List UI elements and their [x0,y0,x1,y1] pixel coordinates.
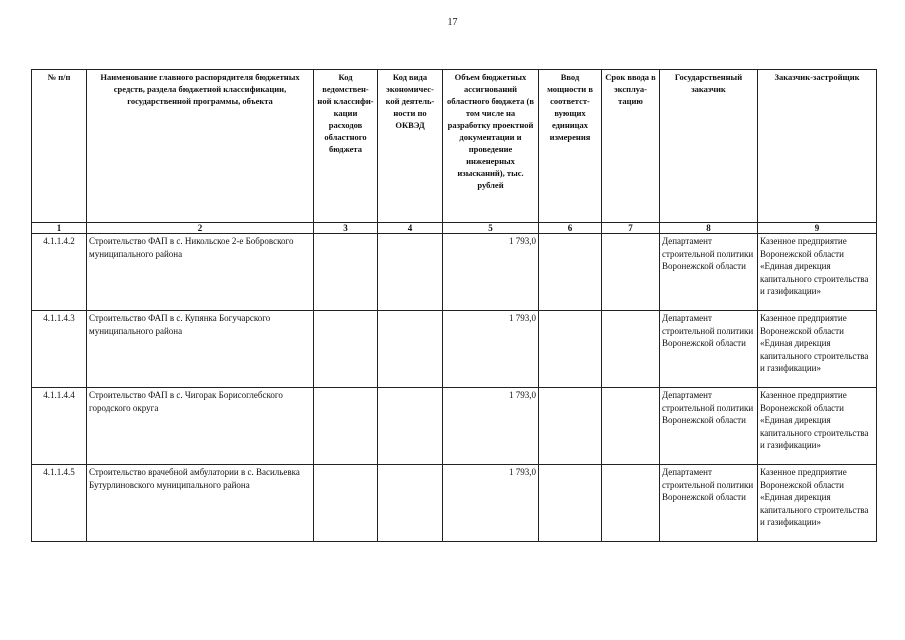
column-number: 1 [32,223,87,234]
vedom-code [314,234,378,311]
capacity [539,234,602,311]
developer: Казенное предприятие Воронежской области «Единая дирекция капитального строительства и газификации» [758,388,877,465]
header-num: № п/п [32,70,87,223]
developer: Казенное предприятие Воронежской области «Единая дирекция капитального строительства и газификации» [758,465,877,542]
column-number: 8 [660,223,758,234]
state-customer: Департамент строительной политики Воронежской области [660,388,758,465]
capacity [539,465,602,542]
row-number: 4.1.1.4.2 [32,234,87,311]
developer: Казенное предприятие Воронежской области «Единая дирекция капитального строительства и газификации» [758,311,877,388]
object-name: Строительство ФАП в с. Никольское 2-е Бобровского муниципального района [87,234,314,311]
column-number: 4 [378,223,443,234]
header-okved-code: Код вида экономичес-кой деятель-ности по ОКВЭД [378,70,443,223]
vedom-code [314,465,378,542]
header-developer: Заказчик-застройщик [758,70,877,223]
column-number: 7 [602,223,660,234]
commission-term [602,311,660,388]
header-vedom-code: Код ведомствен-ной классифи-кации расходов областного бюджета [314,70,378,223]
budget-amount: 1 793,0 [443,234,539,311]
budget-table [31,69,877,542]
header-name: Наименование главного распорядителя бюджетных средств, раздела бюджетной классификации, государственной программы, объекта [87,70,314,223]
budget-amount: 1 793,0 [443,311,539,388]
header-term: Срок ввода в эксплуа-тацию [602,70,660,223]
row-number: 4.1.1.4.4 [32,388,87,465]
column-number-row [32,223,877,234]
page-number: 17 [447,17,458,28]
capacity [539,388,602,465]
header-row [32,70,877,223]
column-number: 2 [87,223,314,234]
column-number: 3 [314,223,378,234]
budget-amount: 1 793,0 [443,465,539,542]
object-name: Строительство ФАП в с. Чигорак Борисоглебского городского округа [87,388,314,465]
column-number: 9 [758,223,877,234]
developer: Казенное предприятие Воронежской области «Единая дирекция капитального строительства и газификации» [758,234,877,311]
commission-term [602,465,660,542]
column-number: 5 [443,223,539,234]
okved-code [378,388,443,465]
vedom-code [314,388,378,465]
column-number: 6 [539,223,602,234]
header-capacity: Ввод мощности в соответст-вующих единицах измерения [539,70,602,223]
table-row [32,465,877,542]
table-row [32,388,877,465]
capacity [539,311,602,388]
okved-code [378,234,443,311]
table-row [32,234,877,311]
state-customer: Департамент строительной политики Воронежской области [660,234,758,311]
state-customer: Департамент строительной политики Воронежской области [660,311,758,388]
table-row [32,311,877,388]
state-customer: Департамент строительной политики Воронежской области [660,465,758,542]
okved-code [378,311,443,388]
commission-term [602,388,660,465]
okved-code [378,465,443,542]
object-name: Строительство ФАП в с. Купянка Богучарского муниципального района [87,311,314,388]
row-number: 4.1.1.4.3 [32,311,87,388]
vedom-code [314,311,378,388]
header-customer: Государственный заказчик [660,70,758,223]
row-number: 4.1.1.4.5 [32,465,87,542]
budget-amount: 1 793,0 [443,388,539,465]
header-amount: Объем бюджетных ассигнований областного бюджета (в том числе на разработку проектной документации и проведение инженерных изысканий), тыс. рублей [443,70,539,223]
object-name: Строительство врачебной амбулатории в с. Васильевка Бутурлиновского муниципального района [87,465,314,542]
commission-term [602,234,660,311]
